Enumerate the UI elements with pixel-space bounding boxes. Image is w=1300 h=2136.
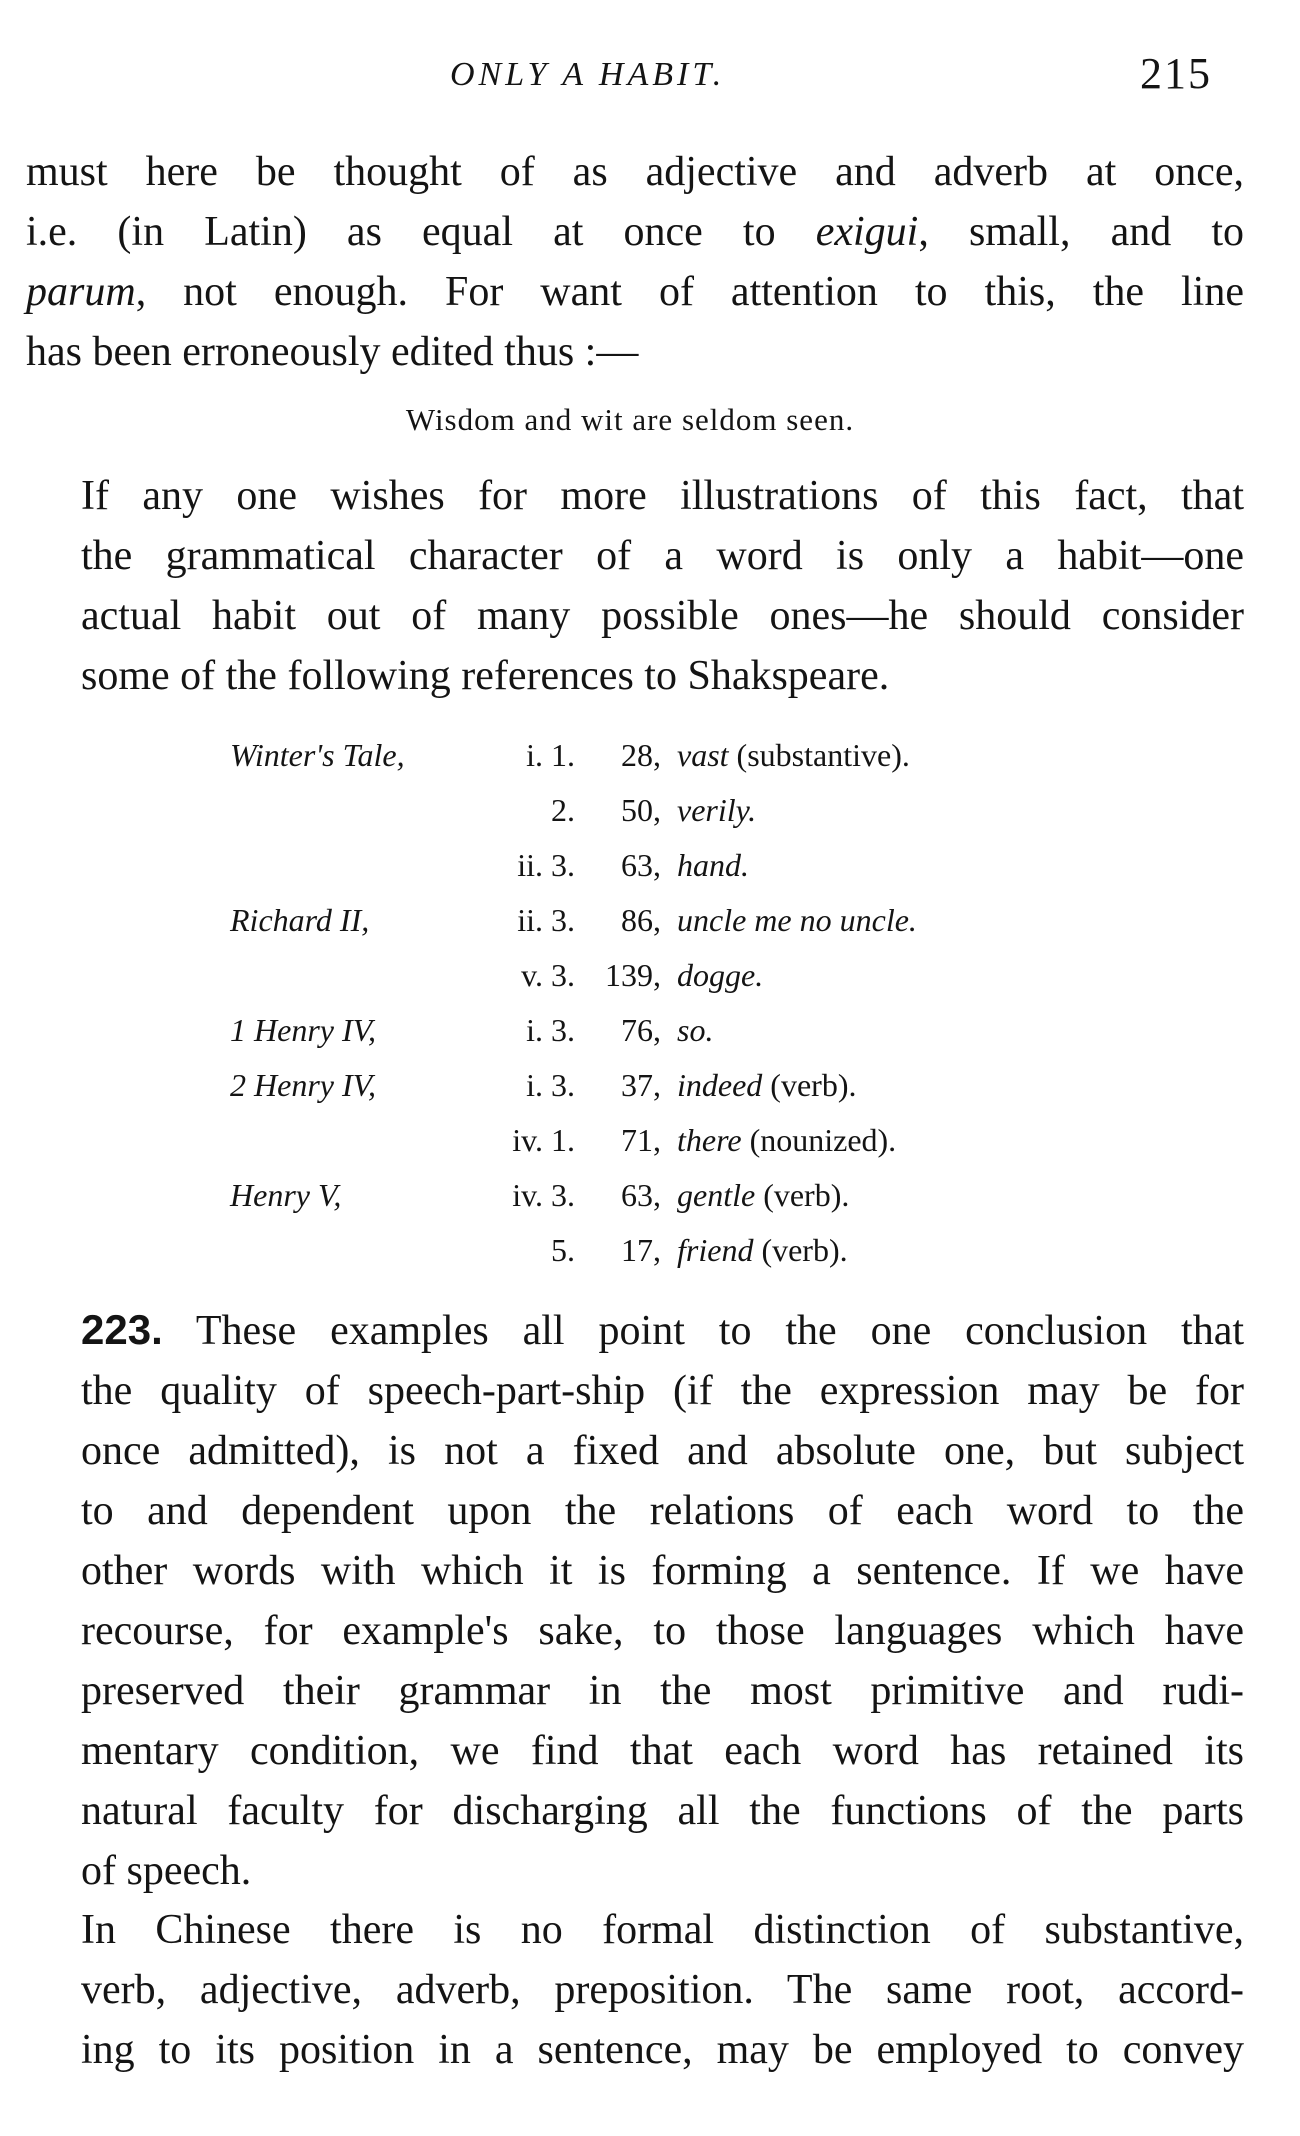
text-span: These examples all point to the one conclusion that [162, 1308, 1244, 1354]
reference-work [230, 948, 465, 1003]
reference-line: 76, [621, 1012, 661, 1048]
paragraph-chinese [26, 1900, 1244, 2080]
reference-work: 1 Henry IV, [230, 1012, 377, 1048]
latin-word-parum: parum [26, 269, 136, 315]
reference-row [230, 893, 917, 948]
reference-scene: 5. [551, 1232, 575, 1268]
text-line: the grammatical character of a word is only a habit—one [81, 533, 1244, 579]
text-line: recourse, for example's sake, to those languages which have [81, 1608, 1244, 1654]
text-line: preserved their grammar in the most primitive and rudi- [81, 1668, 1244, 1714]
reference-row [230, 1223, 917, 1278]
reference-usage [677, 893, 917, 948]
reference-word: vast [677, 737, 729, 773]
text-line [26, 202, 1244, 262]
reference-usage [677, 948, 917, 1003]
paragraph-continuation [26, 142, 1244, 382]
reference-work: Winter's Tale, [230, 737, 405, 773]
reference-work [230, 838, 465, 893]
reference-scene: 1. [551, 737, 575, 773]
reference-row [230, 1168, 917, 1223]
reference-note: (nounized). [749, 1122, 897, 1158]
reference-note: (verb). [761, 1232, 848, 1268]
text-line: must here be thought of as adjective and adverb at once, [26, 149, 1244, 195]
reference-row [230, 1113, 917, 1168]
reference-row [230, 838, 917, 893]
reference-line: 86, [621, 902, 661, 938]
text-line: If any one wishes for more illustrations of this fact, that [81, 473, 1244, 519]
text-line: once admitted), is not a fixed and absolute one, but subject [81, 1428, 1244, 1474]
reference-line: 37, [621, 1067, 661, 1103]
reference-act: v. [521, 957, 543, 993]
reference-scene: 1. [551, 1122, 575, 1158]
text-line: of speech. [81, 1848, 252, 1894]
running-title: ONLY A HABIT. [450, 56, 726, 93]
reference-word: dogge. [677, 957, 764, 993]
reference-usage [677, 1003, 917, 1058]
reference-word: verily. [677, 792, 757, 828]
reference-word: uncle me no uncle. [677, 902, 917, 938]
reference-row [230, 1058, 917, 1113]
reference-line: 139, [605, 957, 661, 993]
text-span: , not enough. For want of attention to this, the line [135, 269, 1244, 315]
reference-usage [677, 1113, 917, 1168]
reference-word: indeed [677, 1067, 763, 1103]
reference-line: 71, [621, 1122, 661, 1158]
reference-usage [677, 1058, 917, 1113]
reference-work [230, 783, 465, 838]
reference-line: 63, [621, 1177, 661, 1213]
text-line: the quality of speech-part-ship (if the expression may be for [81, 1368, 1244, 1414]
reference-usage [677, 838, 917, 893]
text-line: natural faculty for discharging all the functions of the parts [81, 1788, 1244, 1834]
reference-word: gentle [677, 1177, 756, 1213]
text-line: to and dependent upon the relations of each word to the [81, 1488, 1244, 1534]
reference-note: (verb). [770, 1067, 857, 1103]
quoted-line: Wisdom and wit are seldom seen. [405, 402, 855, 437]
reference-scene: 3. [551, 1177, 575, 1213]
latin-word-exigui: exigui [815, 209, 919, 255]
reference-work: 2 Henry IV, [230, 1067, 377, 1103]
reference-act [465, 1223, 551, 1278]
reference-usage [677, 728, 917, 783]
reference-line: 63, [621, 847, 661, 883]
reference-word: friend [677, 1232, 754, 1268]
reference-scene: 2. [551, 792, 575, 828]
text-line [26, 262, 1244, 322]
text-line: actual habit out of many possible ones—he should consider [81, 593, 1244, 639]
reference-usage [677, 783, 917, 838]
reference-note: (substantive). [736, 737, 910, 773]
reference-act: iv. [512, 1177, 543, 1213]
text-line: ing to its position in a sentence, may be employed to convey [81, 2027, 1244, 2073]
page-number: 215 [1140, 49, 1212, 98]
text-line: mentary condition, we find that each word has retained its [81, 1728, 1244, 1774]
reference-act: iv. [512, 1122, 543, 1158]
reference-word: so. [677, 1012, 714, 1048]
reference-row [230, 948, 917, 1003]
text-line: some of the following references to Shakspeare. [81, 653, 890, 699]
reference-work [230, 1113, 465, 1168]
text-line: verb, adjective, adverb, preposition. The same root, accord- [81, 1967, 1244, 2013]
text-line [26, 1300, 1244, 1361]
reference-usage [677, 1223, 917, 1278]
reference-line: 17, [621, 1232, 661, 1268]
reference-word: there [677, 1122, 742, 1158]
text-line: has been erroneously edited thus :— [26, 329, 639, 375]
reference-act: ii. [517, 847, 543, 883]
reference-scene: 3. [551, 1067, 575, 1103]
section-number: 223. [81, 1306, 163, 1353]
running-head [0, 48, 1300, 108]
reference-row [230, 783, 917, 838]
paragraph-illustrations [26, 466, 1244, 706]
text-line: In Chinese there is no formal distinction of substantive, [81, 1907, 1244, 1953]
reference-work [230, 1223, 465, 1278]
reference-scene: 3. [551, 957, 575, 993]
reference-act: i. [526, 737, 543, 773]
reference-work: Richard II, [230, 902, 370, 938]
reference-act: ii. [517, 902, 543, 938]
text-span: , small, and to [918, 209, 1244, 255]
reference-usage [677, 1168, 917, 1223]
reference-row [230, 728, 917, 783]
reference-line: 50, [621, 792, 661, 828]
reference-act: i. [526, 1067, 543, 1103]
reference-note: (verb). [763, 1177, 850, 1213]
reference-scene: 3. [551, 847, 575, 883]
reference-scene: 3. [551, 1012, 575, 1048]
reference-work: Henry V, [230, 1177, 342, 1213]
shakespeare-references-table [230, 728, 917, 1278]
reference-act: i. [526, 1012, 543, 1048]
text-span: i.e. (in Latin) as equal at once to [26, 209, 816, 255]
text-line: other words with which it is forming a sentence. If we have [81, 1548, 1244, 1594]
reference-scene: 3. [551, 902, 575, 938]
reference-line: 28, [621, 737, 661, 773]
reference-act [465, 783, 551, 838]
paragraph-section-223 [26, 1300, 1244, 1901]
reference-row [230, 1003, 917, 1058]
reference-word: hand. [677, 847, 749, 883]
